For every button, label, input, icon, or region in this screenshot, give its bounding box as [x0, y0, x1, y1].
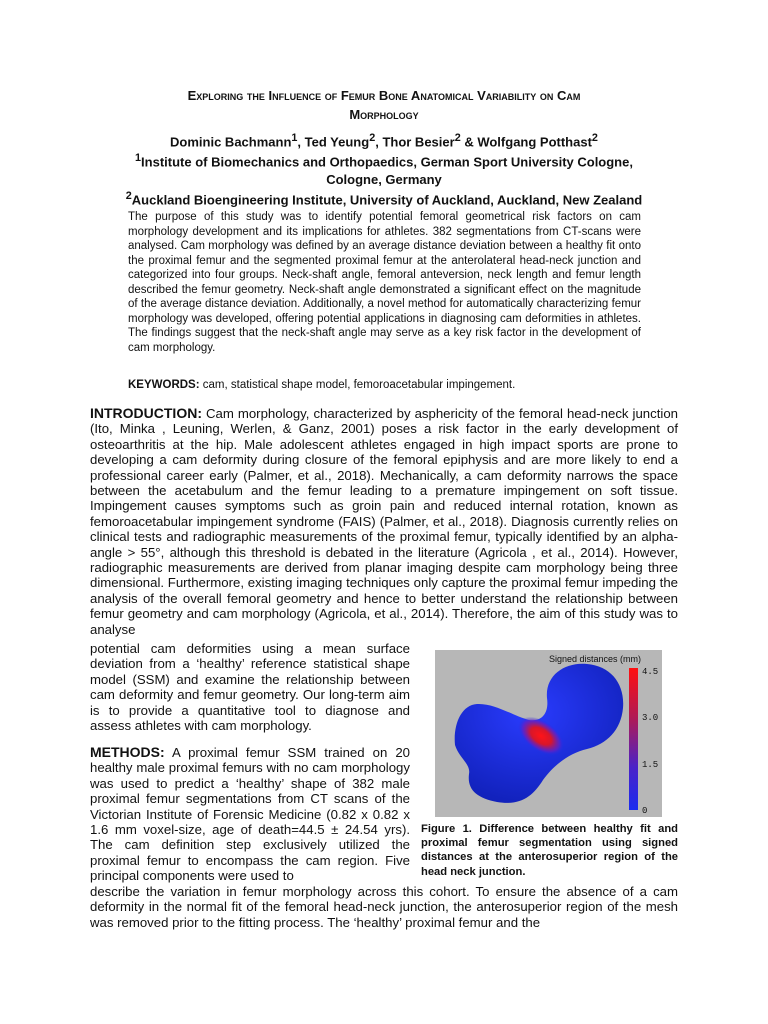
affiliation-2: [90, 188, 678, 208]
femur-distance-map: [435, 650, 662, 817]
keywords-text: cam, statistical shape model, femoroacetabular impingement.: [199, 379, 516, 391]
colorbar-title: Signed distances (mm): [549, 654, 642, 664]
introduction-paragraph: [90, 406, 678, 637]
affiliation-mark: 2: [125, 189, 132, 202]
author-name: Dominic Bachmann: [170, 134, 292, 150]
colorbar: [629, 668, 638, 810]
methods-continued: describe the variation in femur morphology across this cohort. To ensure the absence of a cam deformity in the normal fit of the femoral head-neck junction, the anterosuperior region of the mesh was removed prior to the fitting process. The ‘healthy’ proximal femur and the: [90, 884, 678, 930]
affiliation-1-cont: Cologne, Germany: [326, 171, 442, 187]
author-affiliation-mark: 2: [369, 132, 376, 144]
author-affiliation-mark: 2: [454, 132, 461, 144]
author-list: [90, 130, 678, 150]
affiliation-mark: 1: [135, 152, 142, 165]
title-line-2: Morphology: [349, 107, 419, 122]
keywords: [128, 378, 641, 392]
author-affiliation-mark: 2: [591, 132, 598, 144]
colorbar-tick: 1.5: [642, 760, 659, 770]
author-block: [90, 130, 678, 208]
title-line-1: Exploring the Influence of Femur Bone Anatomical Variability on Cam: [187, 88, 581, 103]
colorbar-tick: 4.5: [642, 667, 659, 677]
author-name: , Thor Besier: [375, 134, 455, 150]
colorbar-tick: 3.0: [642, 713, 659, 723]
figure-1: [435, 650, 662, 817]
methods-text: A proximal femur SSM trained on 20 healthy male proximal femurs with no cam morphology was used to predict a ‘healthy’ shape of 382 male proximal femur segmentations from CT scans of the Victorian Institute of Forensic Medicine (0.82 x 0.82 x 1.6 mm voxel-size, age of death=44.5 ± 24.54 yrs). The cam definition step exclusively utilized the proximal femur to encompass the cam region. Five principal components were used to: [90, 745, 410, 884]
affiliation-text: Auckland Bioengineering Institute, University of Auckland, Auckland, New Zealand: [131, 191, 643, 207]
author-name: , Ted Yeung: [297, 134, 370, 150]
author-affiliation-mark: 1: [291, 132, 298, 144]
affiliation-1: [90, 150, 678, 170]
introduction-continued: potential cam deformities using a mean surface deviation from a ‘healthy’ reference statistical shape model (SSM) and examine the relationship between cam deformity and femur geometry. Our long-term aim is to provide a quantitative tool to diagnose and assess athletes with cam morphology.: [90, 641, 410, 734]
figure-1-caption: Figure 1. Difference between healthy fit and proximal femur segmentation using signed distances at the anterosuperior region of the head neck junction.: [421, 823, 678, 878]
introduction-text: Cam morphology, characterized by asphericity of the femoral head-neck junction (Ito, Minka , Leuning, Werlen, & Ganz, 2001) poses a risk factor in the early development of osteoarthritis at the hip. Male adolescent athletes engaged in high impact sports are prone to developing a cam deformity during closure of the femoral epiphysis and are more likely to end a professional career early (Palmer, et al., 2018). Mechanically, a cam deformity narrows the space between the acetabulum and the femur leading to a premature impingement on soft tissue. Impingement causes symptoms such as groin pain and reduced internal rotation, known as femoroacetabular impingement syndrome (FAIS) (Palmer, et al., 2018). Diagnosis currently relies on clinical tests and radiographic measurements of the proximal femur, typically identified by an alpha-angle > 55°, although this threshold is debated in the literature (Agricola , et al., 2014). However, radiographic measurements are derived from planar imaging despite cam morphology being three dimensional. Furthermore, existing imaging techniques only capture the proximal femur impeding the analysis of the overall femoral geometry and hence to better understand the relationship between femur geometry and cam morphology (Agricola, et al., 2014). Therefore, the aim of this study was to analyse: [90, 406, 678, 637]
methods-heading: METHODS:: [90, 744, 165, 760]
author-name: & Wolfgang Potthast: [460, 134, 592, 150]
affiliation-text: Institute of Biomechanics and Orthopaedics, German Sport University Cologne,: [141, 154, 633, 170]
methods-paragraph: [90, 745, 410, 884]
colorbar-tick: 0: [642, 806, 648, 816]
abstract: The purpose of this study was to identify potential femoral geometrical risk factors on cam morphology development and its implications for athletes. 382 segmentations from CT-scans were analysed. Cam morphology was defined by an average distance deviation between a healthy fit onto the proximal femur and the segmented proximal femur at the anterolateral head-neck junction and categorized into four groups. Neck-shaft angle, femoral anteversion, neck length and femur length described the femur geometry. Neck-shaft angle demonstrated a significant effect on the magnitude of the average distance deviation. Additionally, a novel method for automatically characterizing femur morphology was developed, offering potential applications in diagnosing cam deformities in athletes. The findings suggest that the neck-shaft angle may serve as a key risk factor in the development of cam morphology.: [128, 211, 641, 354]
keywords-label: KEYWORDS:: [128, 379, 200, 391]
introduction-heading: INTRODUCTION:: [90, 405, 202, 421]
paper-title: [90, 86, 678, 124]
